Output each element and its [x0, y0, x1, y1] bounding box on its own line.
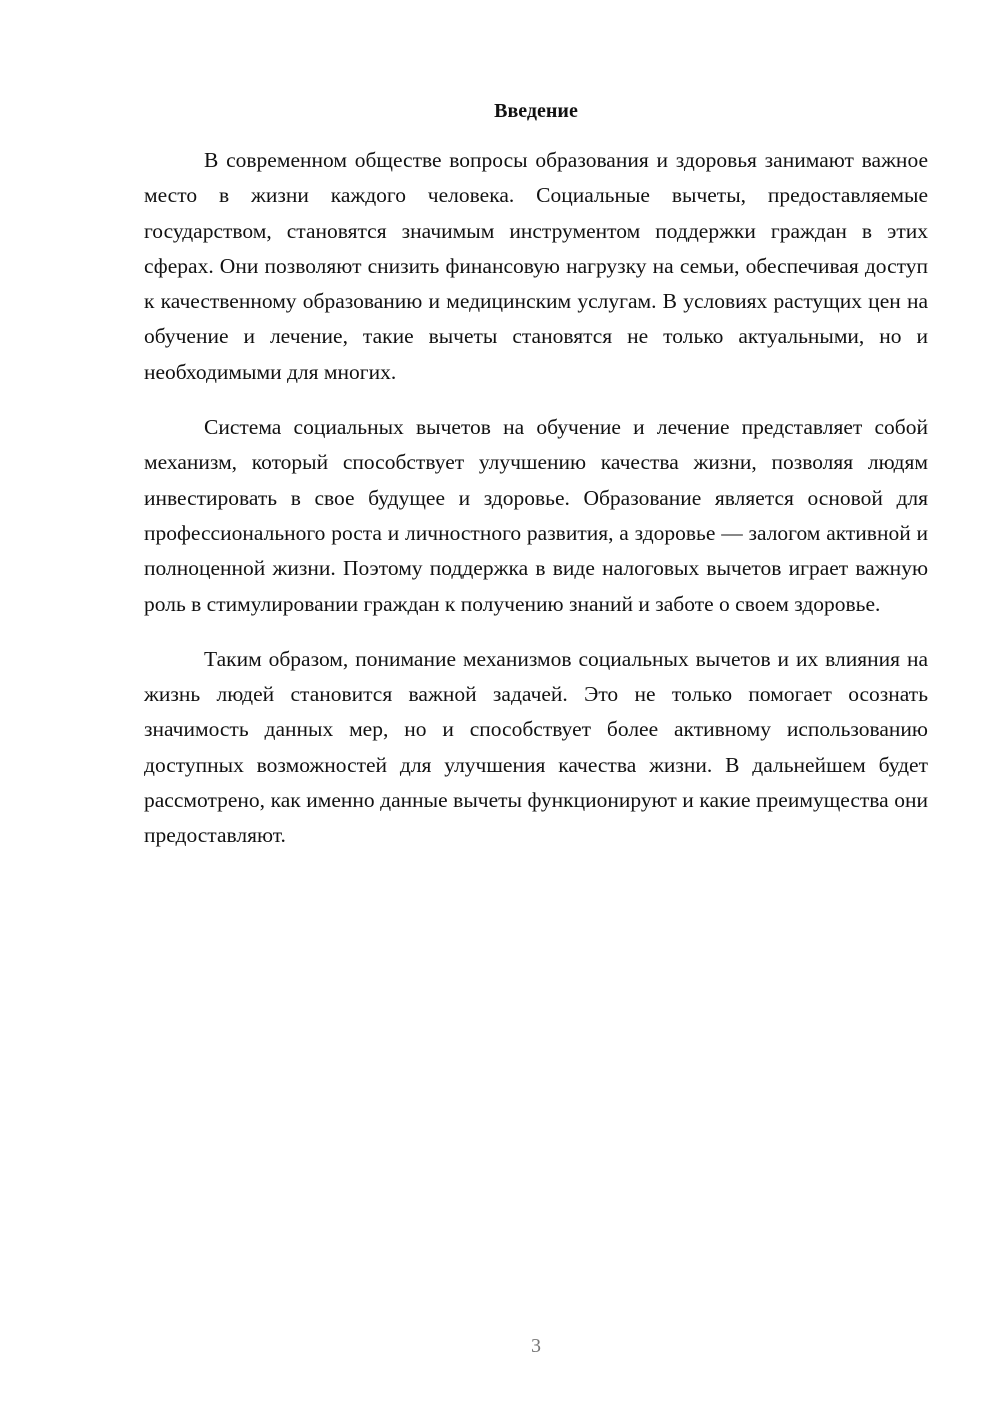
- paragraph-2: Система социальных вычетов на обучение и лечение представляет собой механизм, который способствует улучшению качества жизни, позволяя людям инвестировать в свое будущее и здоровье. Образование является основой для профессионального роста и личностного развития, а здоровье — залогом активной и полноценной жизни. Поэтому поддержка в виде налоговых вычетов играет важную роль в стимулировании граждан к получению знаний и заботе о своем здоровье.: [144, 415, 928, 616]
- section-heading: Введение: [494, 100, 578, 122]
- page-number: 3: [531, 1335, 541, 1357]
- body-text: [144, 143, 928, 874]
- paragraph-1: В современном обществе вопросы образования и здоровья занимают важное место в жизни каждого человека. Социальные вычеты, предоставляемые государством, становятся значимым инструментом поддержки граждан в этих сферах. Они позволяют снизить финансовую нагрузку на семьи, обеспечивая доступ к качественному образованию и медицинским услугам. В условиях растущих цен на обучение и лечение, такие вычеты становятся не только актуальными, но и необходимыми для многих.: [144, 148, 928, 384]
- paragraph-3: Таким образом, понимание механизмов социальных вычетов и их влияния на жизнь людей становится важной задачей. Это не только помогает осознать значимость данных мер, но и способствует более активному использованию доступных возможностей для улучшения качества жизни. В дальнейшем будет рассмотрено, как именно данные вычеты функционируют и какие преимущества они предоставляют.: [144, 646, 928, 848]
